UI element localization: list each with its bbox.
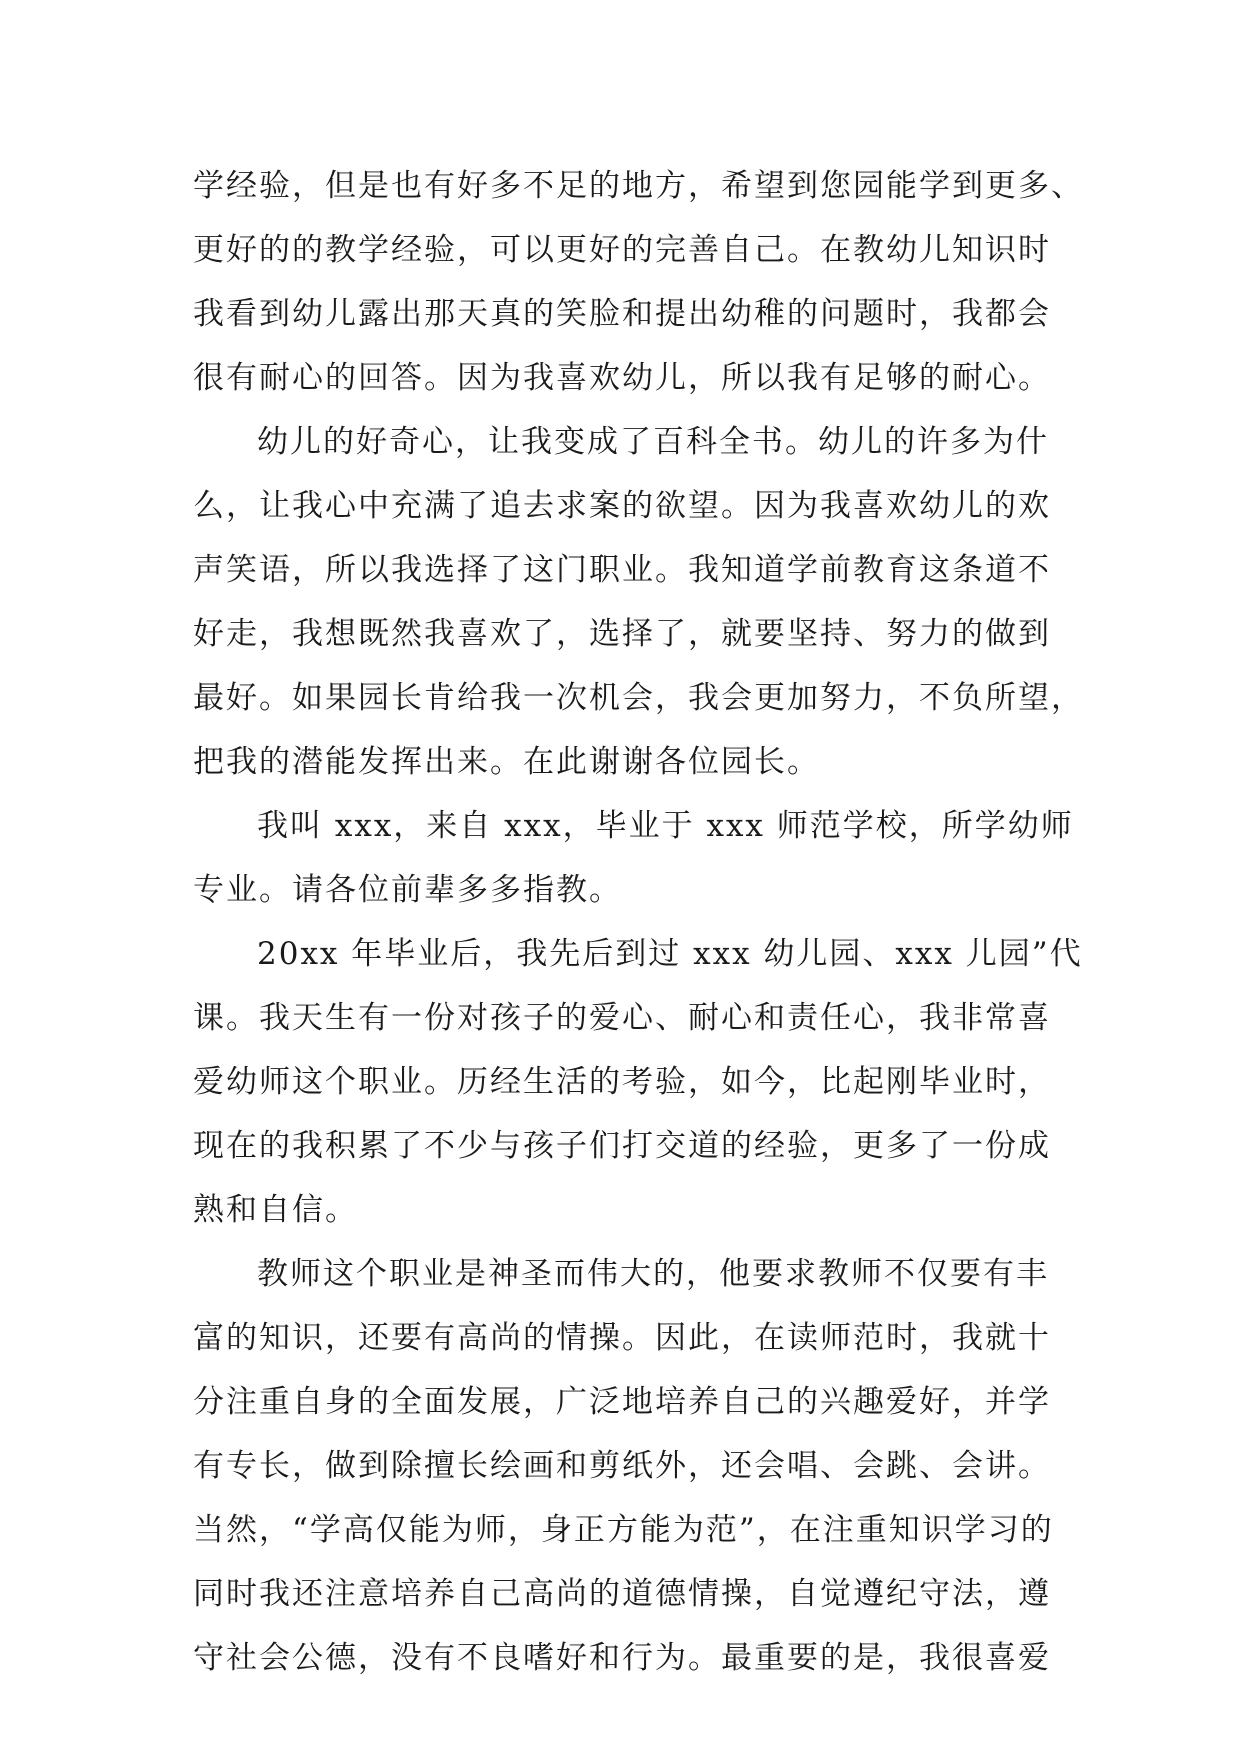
- paragraph-first-line: 教师这个职业是神圣而伟大的，他要求教师不仅要有丰: [257, 1256, 1049, 1292]
- text-line: 更好的的教学经验，可以更好的完善自己。在教幼儿知识时: [193, 232, 1051, 268]
- text-line: 声笑语，所以我选择了这门职业。我知道学前教育这条道不: [193, 552, 1051, 588]
- paragraph-first-line: 我叫 xxx，来自 xxx，毕业于 xxx 师范学校，所学幼师: [257, 808, 1074, 844]
- body-text: [193, 154, 1084, 1690]
- text-line: 守社会公德，没有不良嗜好和行为。最重要的是，我很喜爱: [193, 1640, 1051, 1676]
- paragraph-first-line: 20xx 年毕业后，我先后到过 xxx 幼儿园、xxx 儿园”代: [257, 936, 1083, 972]
- text-line: 当然，“学高仅能为师，身正方能为范”，在注重知识学习的: [193, 1512, 1054, 1548]
- text-line: 专业。请各位前辈多多指教。: [193, 872, 622, 908]
- text-line: 现在的我积累了不少与孩子们打交道的经验，更多了一份成: [193, 1128, 1051, 1164]
- text-line: 有专长，做到除擅长绘画和剪纸外，还会唱、会跳、会讲。: [193, 1448, 1051, 1484]
- paragraph-first-line: 幼儿的好奇心，让我变成了百科全书。幼儿的许多为什: [257, 424, 1049, 460]
- text-line: 很有耐心的回答。因为我喜欢幼儿，所以我有足够的耐心。: [193, 360, 1051, 396]
- text-line: 课。我天生有一份对孩子的爱心、耐心和责任心，我非常喜: [193, 1000, 1051, 1036]
- text-line: 富的知识，还要有高尚的情操。因此，在读师范时，我就十: [193, 1320, 1051, 1356]
- text-line: 好走，我想既然我喜欢了，选择了，就要坚持、努力的做到: [193, 616, 1051, 652]
- text-line: 最好。如果园长肯给我一次机会，我会更加努力，不负所望，: [193, 680, 1084, 716]
- text-line: 学经验，但是也有好多不足的地方，希望到您园能学到更多、: [193, 168, 1084, 204]
- text-line: 么，让我心中充满了追去求案的欲望。因为我喜欢幼儿的欢: [193, 488, 1051, 524]
- text-line: 把我的潜能发挥出来。在此谢谢各位园长。: [193, 744, 820, 780]
- text-line: 爱幼师这个职业。历经生活的考验，如今，比起刚毕业时，: [193, 1064, 1051, 1100]
- text-line: 熟和自信。: [193, 1192, 358, 1228]
- text-line: 分注重自身的全面发展，广泛地培养自己的兴趣爱好，并学: [193, 1384, 1051, 1420]
- text-line: 同时我还注意培养自己高尚的道德情操，自觉遵纪守法，遵: [193, 1576, 1051, 1612]
- text-line: 我看到幼儿露出那天真的笑脸和提出幼稚的问题时，我都会: [193, 296, 1051, 332]
